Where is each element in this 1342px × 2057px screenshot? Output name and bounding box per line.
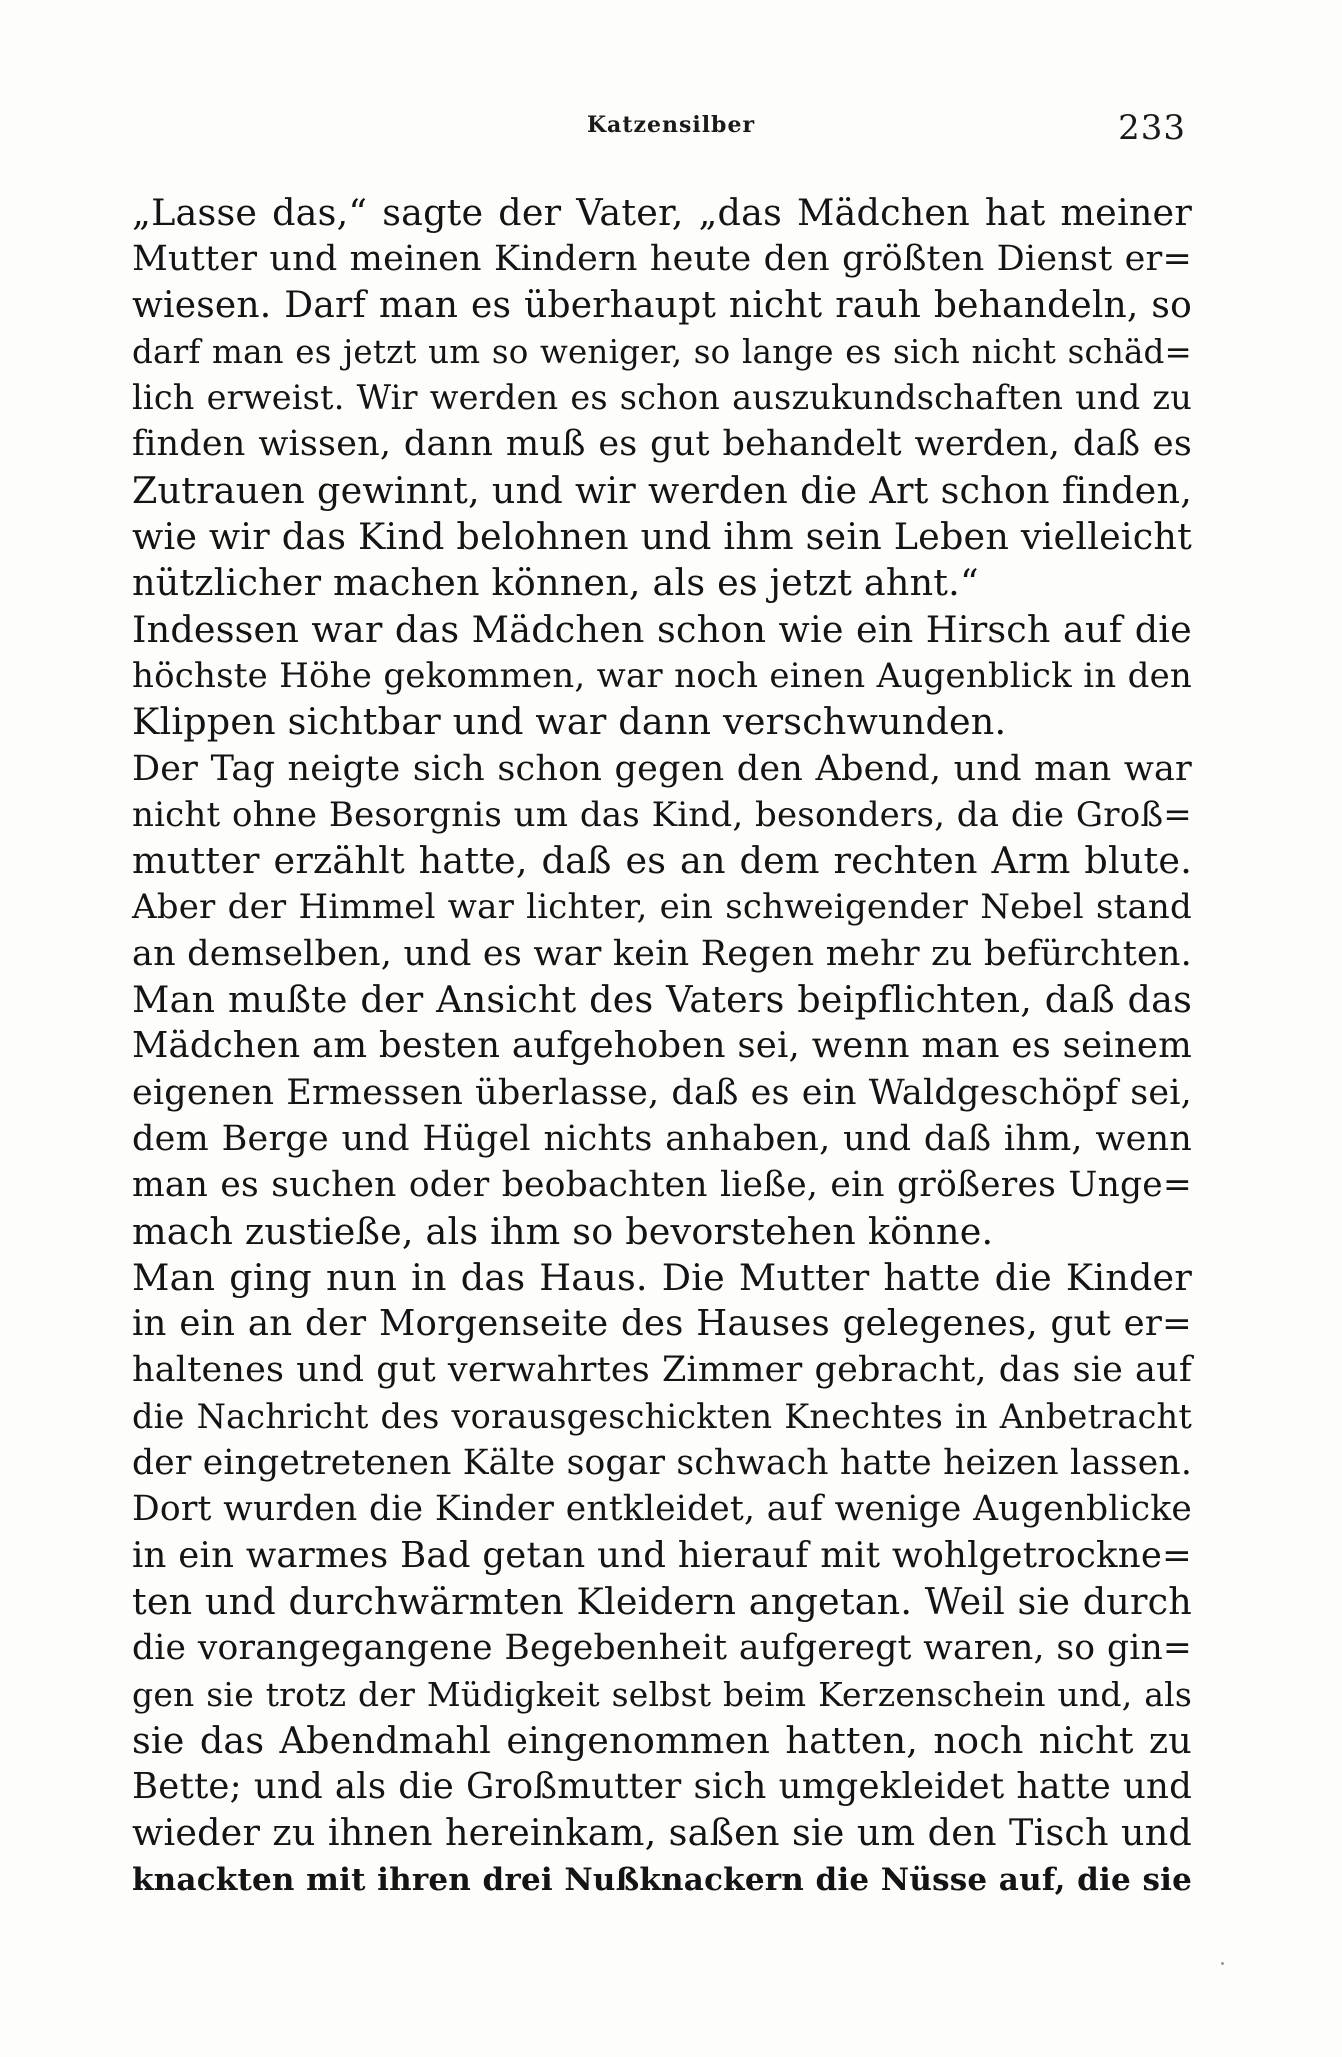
text-line: der eingetretenen Kälte sogar schwach hatte heizen lassen. bbox=[132, 1443, 1192, 1484]
text-line: Indessen war das Mädchen schon wie ein Hirsch auf die bbox=[132, 607, 1192, 651]
body-text bbox=[132, 190, 1192, 1903]
text-line: Der Tag neigte sich schon gegen den Abend, und man war bbox=[132, 748, 1192, 789]
text-line: in ein warmes Bad getan und hierauf mit wohlgetrockne= bbox=[132, 1534, 1192, 1576]
text-line: Bette; und als die Großmutter sich umgekleidet hatte und bbox=[132, 1766, 1192, 1808]
text-line: dem Berge und Hügel nichts anhaben, und daß ihm, wenn bbox=[132, 1118, 1192, 1159]
text-line: mach zustieße, als ihm so bevorstehen könne. bbox=[132, 1209, 994, 1253]
text-line: wieder zu ihnen hereinkam, saßen sie um den Tisch und bbox=[132, 1811, 1192, 1855]
text-line: darf man es jetzt um so weniger, so lange es sich nicht schäd= bbox=[132, 332, 1192, 371]
text-line: in ein an der Morgenseite des Hauses gelegenes, gut er= bbox=[132, 1303, 1192, 1345]
text-line: die Nachricht des vorausgeschickten Knechtes in Anbetracht bbox=[132, 1396, 1192, 1436]
text-line: nützlicher machen können, als es jetzt ahnt.“ bbox=[132, 561, 979, 605]
text-line: eigenen Ermessen überlasse, daß es ein Waldgeschöpf sei, bbox=[132, 1072, 1192, 1113]
text-line: ten und durchwärmten Kleidern angetan. Weil sie durch bbox=[132, 1579, 1192, 1623]
page-number: 233 bbox=[1118, 108, 1186, 148]
text-line: finden wissen, dann muß es gut behandelt werden, daß es bbox=[132, 424, 1192, 465]
text-line: mutter erzählt hatte, daß es an dem rechten Arm blute. bbox=[132, 839, 1192, 883]
margin-speck bbox=[1221, 1962, 1224, 1965]
text-line: wie wir das Kind belohnen und ihm sein Leben vielleicht bbox=[132, 515, 1192, 559]
text-line: Klippen sichtbar und war dann verschwunden. bbox=[132, 700, 1007, 744]
text-line: „Lasse das,“ sagte der Vater, „das Mädchen hat meiner bbox=[132, 191, 1192, 234]
text-line: Mädchen am besten aufgehoben sei, wenn man es seinem bbox=[132, 1025, 1192, 1067]
text-line: sie das Abendmahl eingenommen hatten, noch nicht zu bbox=[132, 1718, 1192, 1762]
text-line: Aber der Himmel war lichter, ein schweigender Nebel stand bbox=[132, 887, 1192, 928]
text-line: haltenes und gut verwahrtes Zimmer gebracht, das sie auf bbox=[132, 1350, 1192, 1391]
text-line: die vorangegangene Begebenheit aufgeregt waren, so gin= bbox=[132, 1628, 1192, 1669]
running-title: Katzensilber bbox=[586, 112, 756, 138]
text-line: gen sie trotz der Müdigkeit selbst beim Kerzenschein und, als bbox=[132, 1674, 1192, 1714]
text-line: höchste Höhe gekommen, war noch einen Augenblick in den bbox=[132, 655, 1192, 696]
text-line: nicht ohne Besorgnis um das Kind, besonders, da die Groß= bbox=[132, 794, 1192, 835]
text-line: knackten mit ihren drei Nußknackern die Nüsse auf, die sie bbox=[132, 1861, 1192, 1898]
text-line: Mutter und meinen Kindern heute den größten Dienst er= bbox=[132, 239, 1192, 280]
text-line: Dort wurden die Kinder entkleidet, auf wenige Augenblicke bbox=[132, 1489, 1192, 1530]
text-line: an demselben, und es war kein Regen mehr zu befürchten. bbox=[132, 933, 1192, 974]
text-line: lich erweist. Wir werden es schon auszukundschaften und zu bbox=[132, 378, 1192, 418]
text-line: Man ging nun in das Haus. Die Mutter hatte die Kinder bbox=[132, 1255, 1192, 1299]
text-line: man es suchen oder beobachten ließe, ein größeres Unge= bbox=[132, 1165, 1192, 1206]
text-line: Man mußte der Ansicht des Vaters beipflichten, daß das bbox=[132, 978, 1192, 1022]
text-line: wiesen. Darf man es überhaupt nicht rauh behandeln, so bbox=[132, 284, 1192, 326]
text-line: Zutrauen gewinnt, und wir werden die Art schon finden, bbox=[132, 468, 1192, 512]
